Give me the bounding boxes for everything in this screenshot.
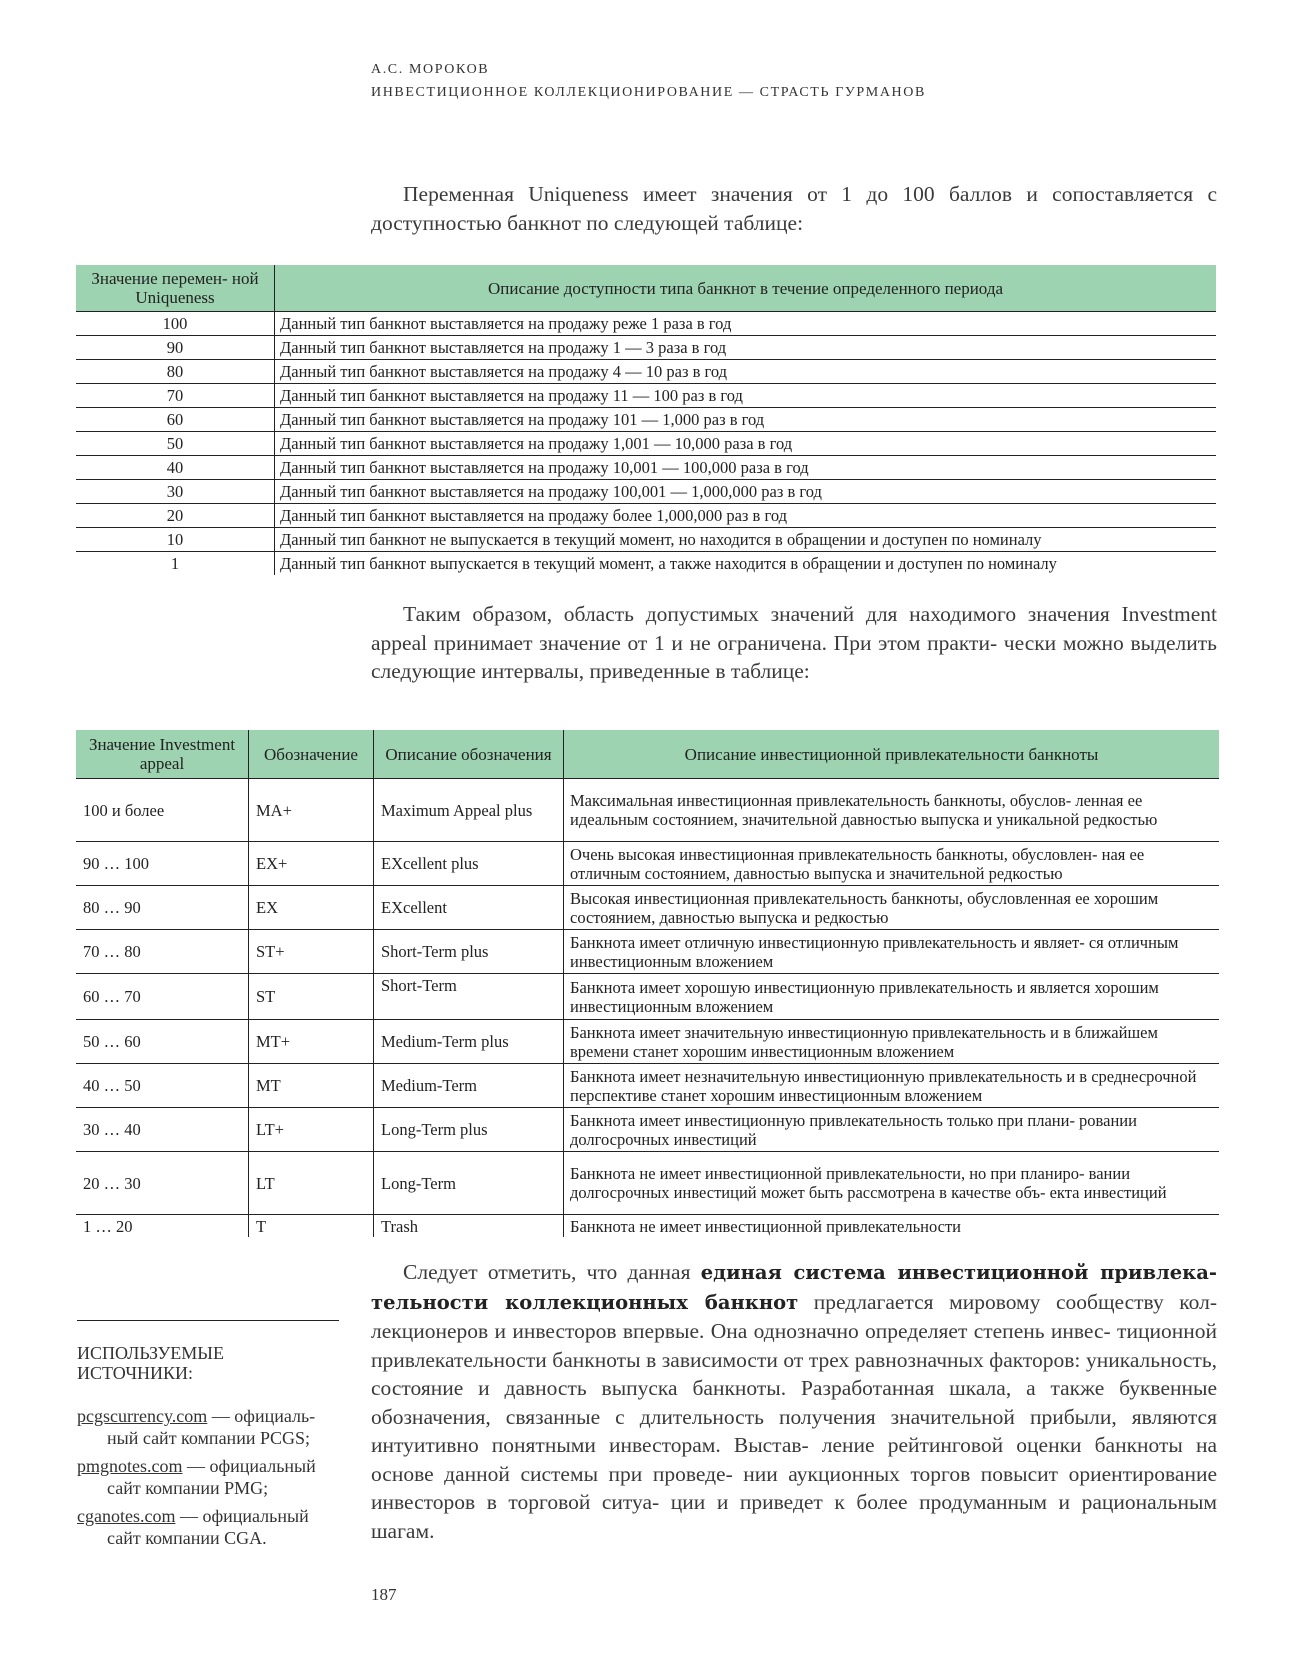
appeal-description: Очень высокая инвестиционная привлекательность банкноты, обусловлен- ная ее отличным состоянием, давностью выпуска и значительной редкостью (564, 842, 1220, 886)
appeal-label: Long-Term (374, 1152, 564, 1215)
appeal-code: LT (249, 1152, 374, 1215)
table-row (76, 1108, 1219, 1152)
appeal-description: Банкнота имеет инвестиционную привлекательность только при плани- ровании долгосрочных инвестиций (564, 1108, 1220, 1152)
appeal-label: Short-Term (374, 974, 564, 1020)
appeal-label: Trash (374, 1215, 564, 1238)
appeal-range: 90 … 100 (76, 842, 249, 886)
appeal-code: EX (249, 886, 374, 930)
uniqueness-value: 50 (76, 432, 275, 456)
source-item (77, 1505, 339, 1549)
appeal-description: Банкнота имеет хорошую инвестиционную привлекательность и является хорошим инвестиционным вложением (564, 974, 1220, 1020)
appeal-range: 80 … 90 (76, 886, 249, 930)
source-link[interactable]: cganotes.com (77, 1506, 176, 1526)
availability-description: Данный тип банкнот выставляется на продажу 11 — 100 раз в год (275, 384, 1217, 408)
table-header-row (76, 730, 1219, 779)
sources-title: ИСПОЛЬЗУЕМЫЕ ИСТОЧНИКИ: (77, 1343, 224, 1383)
table-row (76, 336, 1216, 360)
availability-description: Данный тип банкнот выставляется на продажу реже 1 раза в год (275, 312, 1217, 336)
column-header-description: Описание доступности типа банкнот в течение определенного периода (275, 265, 1217, 312)
table-row (76, 842, 1219, 886)
uniqueness-value: 10 (76, 528, 275, 552)
book-title: ИНВЕСТИЦИОННОЕ КОЛЛЕКЦИОНИРОВАНИЕ — СТРАСТЬ ГУРМАНОВ (371, 85, 926, 100)
table-header-row (76, 265, 1216, 312)
table-row (76, 408, 1216, 432)
appeal-range: 40 … 50 (76, 1064, 249, 1108)
appeal-label: Long-Term plus (374, 1108, 564, 1152)
bold-emphasis: единая система инвестиционной привлека- тельности коллекционных банкнот (371, 1261, 1217, 1314)
table-row (76, 1064, 1219, 1108)
availability-description: Данный тип банкнот выставляется на продажу 4 — 10 раз в год (275, 360, 1217, 384)
appeal-code: MT+ (249, 1020, 374, 1064)
appeal-code: EX+ (249, 842, 374, 886)
appeal-label: EXcellent plus (374, 842, 564, 886)
table-row (76, 1020, 1219, 1064)
table-row (76, 360, 1216, 384)
availability-description: Данный тип банкнот выпускается в текущий момент, а также находится в обращении и доступен по номиналу (275, 552, 1217, 576)
uniqueness-value: 100 (76, 312, 275, 336)
table-row (76, 384, 1216, 408)
source-description: — официальный сайт компании CGA. (107, 1506, 309, 1548)
column-header-label: Описание обозначения (374, 730, 564, 779)
appeal-range: 60 … 70 (76, 974, 249, 1020)
appeal-range: 30 … 40 (76, 1108, 249, 1152)
page-number: 187 (371, 1585, 397, 1604)
appeal-code: MT (249, 1064, 374, 1108)
author-name: А.С. МОРОКОВ (371, 62, 490, 77)
running-head (371, 58, 926, 104)
uniqueness-value: 40 (76, 456, 275, 480)
table-row (76, 974, 1219, 1020)
availability-description: Данный тип банкнот выставляется на продажу 100,001 — 1,000,000 раз в год (275, 480, 1217, 504)
table-row (76, 504, 1216, 528)
availability-description: Данный тип банкнот не выпускается в текущий момент, но находится в обращении и доступен по номиналу (275, 528, 1217, 552)
column-header-code: Обозначение (249, 730, 374, 779)
table-row (76, 779, 1219, 842)
appeal-label: Medium-Term plus (374, 1020, 564, 1064)
appeal-code: LT+ (249, 1108, 374, 1152)
appeal-label: Medium-Term (374, 1064, 564, 1108)
source-link[interactable]: pmgnotes.com (77, 1456, 183, 1476)
appeal-description: Высокая инвестиционная привлекательность банкноты, обусловленная ее хорошим состоянием, давностью выпуска и редкостью (564, 886, 1220, 930)
appeal-range: 50 … 60 (76, 1020, 249, 1064)
source-item (77, 1405, 339, 1449)
intro-paragraph: Переменная Uniqueness имеет значения от 1 до 100 баллов и сопоставляется с доступностью банкнот по следующей таблице: (371, 182, 1217, 235)
availability-description: Данный тип банкнот выставляется на продажу более 1,000,000 раз в год (275, 504, 1217, 528)
uniqueness-value: 20 (76, 504, 275, 528)
availability-description: Данный тип банкнот выставляется на продажу 10,001 — 100,000 раза в год (275, 456, 1217, 480)
uniqueness-value: 30 (76, 480, 275, 504)
table-row (76, 1152, 1219, 1215)
appeal-description: Банкнота имеет значительную инвестиционную привлекательность и в ближайшем времени станет хорошим инвестиционным вложением (564, 1020, 1220, 1064)
appeal-code: T (249, 1215, 374, 1238)
appeal-range: 70 … 80 (76, 930, 249, 974)
appeal-range: 1 … 20 (83, 1216, 133, 1236)
appeal-description: Банкнота имеет отличную инвестиционную привлекательность и являет- ся отличным инвестиционным вложением (564, 930, 1220, 974)
appeal-range: 100 и более (76, 779, 249, 842)
investment-appeal-table (76, 730, 1219, 1237)
table-row (76, 528, 1216, 552)
availability-description: Данный тип банкнот выставляется на продажу 1 — 3 раза в год (275, 336, 1217, 360)
middle-paragraph: Таким образом, область допустимых значений для находимого значения Investment appeal принимает значение от 1 и не ограничена. При этом практи- чески можно выделить следующие интервалы, приведенные в таблице: (371, 602, 1217, 683)
source-link[interactable]: pcgscurrency.com (77, 1406, 208, 1426)
uniqueness-value: 80 (76, 360, 275, 384)
table-row (76, 456, 1216, 480)
column-header-description: Описание инвестиционной привлекательности банкноты (564, 730, 1220, 779)
sources-sidebar (77, 1320, 339, 1555)
appeal-description: Банкнота не имеет инвестиционной привлекательности, но при планиро- вании долгосрочных инвестиций может быть рассмотрена в качестве объ- екта инвестиций (564, 1152, 1220, 1215)
uniqueness-value: 70 (76, 384, 275, 408)
table-row (76, 886, 1219, 930)
table-row (76, 480, 1216, 504)
appeal-code: ST (249, 974, 374, 1020)
appeal-code: MA+ (249, 779, 374, 842)
table-row (76, 432, 1216, 456)
appeal-description: Банкнота имеет незначительную инвестиционную привлекательность и в среднесрочной перспективе станет хорошим инвестиционным вложением (564, 1064, 1220, 1108)
source-description: — официаль- ный сайт компании PCGS; (107, 1406, 316, 1448)
appeal-description: Максимальная инвестиционная привлекательность банкноты, обуслов- ленная ее идеальным состоянием, значительной давностью выпуска и уникальной редкостью (564, 779, 1220, 842)
appeal-code: ST+ (249, 930, 374, 974)
closing-paragraph: Следует отметить, что данная единая система инвестиционной привлека- тельности коллекционных банкнот предлагается мировому сообществу кол- лекционеров и инвесторов впервые. Она однозначно определяет степень инвес- тиционной привлекательности банкноты в зависимости от трех равнозначных факторов: уникальность, состояние и давность выпуска банкноты. Разработанная шкала, а также буквенные обозначения, связанные с длительность получения значительной прибыли, являются интуитивно понятными инвесторам. Выстав- ление рейтинговой оценки банкноты на основе данной системы при проведе- нии аукционных торгов повысит ориентирование инвесторов в торговой ситуа- ции и приведет к более продуманным и рациональным шагам. (371, 1260, 1217, 1543)
table-row (76, 312, 1216, 336)
table-row (76, 1215, 1219, 1238)
column-header-value: Значение перемен- ной Uniqueness (76, 265, 275, 312)
appeal-label: Maximum Appeal plus (374, 779, 564, 842)
appeal-label: EXcellent (374, 886, 564, 930)
availability-description: Данный тип банкнот выставляется на продажу 101 — 1,000 раз в год (275, 408, 1217, 432)
appeal-description: Банкнота не имеет инвестиционной привлекательности (564, 1215, 1220, 1238)
appeal-label: Short-Term plus (374, 930, 564, 974)
source-item (77, 1455, 339, 1499)
table-row (76, 552, 1216, 576)
uniqueness-value: 1 (170, 553, 180, 573)
availability-description: Данный тип банкнот выставляется на продажу 1,001 — 10,000 раза в год (275, 432, 1217, 456)
uniqueness-value: 90 (76, 336, 275, 360)
uniqueness-table (76, 265, 1216, 575)
uniqueness-value: 60 (76, 408, 275, 432)
table-row (76, 930, 1219, 974)
column-header-range: Значение Investment appeal (76, 730, 249, 779)
appeal-range: 20 … 30 (76, 1152, 249, 1215)
source-description: — официальный сайт компании PMG; (107, 1456, 316, 1498)
